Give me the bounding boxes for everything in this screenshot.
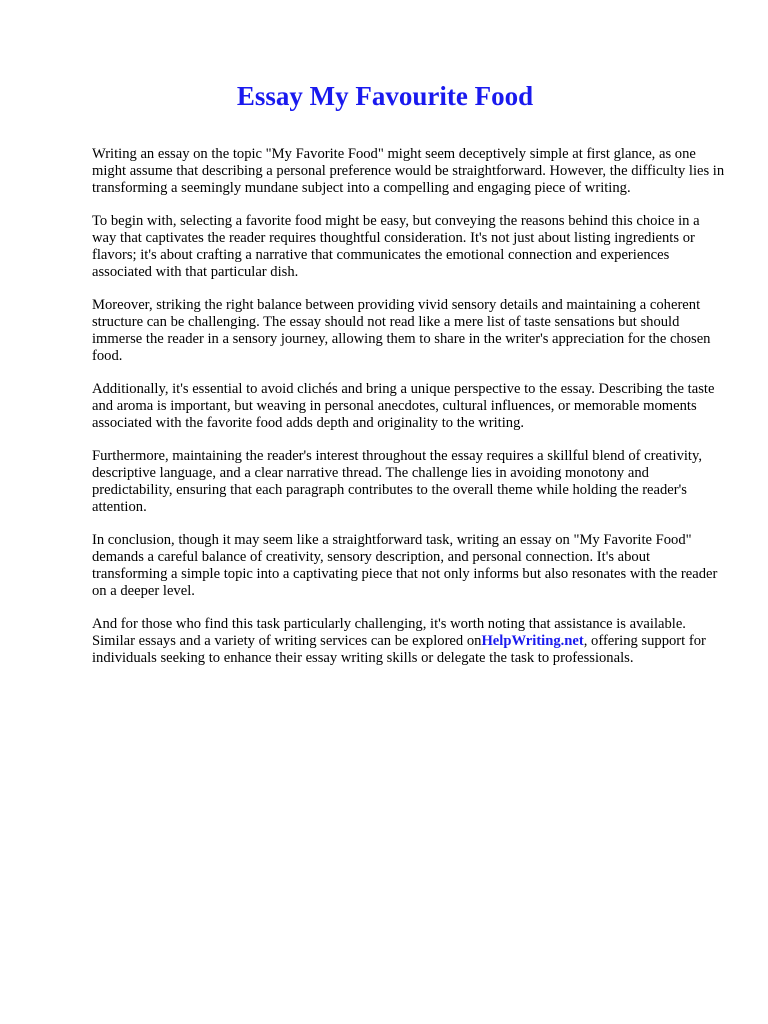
paragraph-1: Writing an essay on the topic "My Favorite Food" might seem deceptively simple at first glance, as one might assume that describing a personal preference would be straightforward. However, the difficulty lies in transforming a seemingly mundane subject into a compelling and engaging piece of writing. [92, 146, 725, 196]
page-title: Essay My Favourite Food [236, 81, 534, 111]
paragraph-4: Additionally, it's essential to avoid clichés and bring a unique perspective to the essay. Describing the taste and aroma is important, but weaving in personal anecdotes, cultural influences, or memorable moments associated with the favorite food adds depth and originality to the writing. [92, 381, 715, 431]
final-paragraph-lead: And for those who find this task particularly challenging, it's worth noting that assistance is available. Similar essays and a variety of writing services can be explored on [92, 616, 686, 649]
helpwriting-link[interactable]: HelpWriting.net [481, 633, 584, 649]
paragraph-5: Furthermore, maintaining the reader's interest throughout the essay requires a skillful blend of creativity, descriptive language, and a clear narrative thread. The challenge lies in avoiding monotony and predictability, ensuring that each paragraph contributes to the overall theme while holding the reader's attention. [92, 448, 702, 515]
paragraph-3: Moreover, striking the right balance between providing vivid sensory details and maintaining a coherent structure can be challenging. The essay should not read like a mere list of taste sensations but should immerse the reader in a sensory journey, allowing them to share in the writer's appreciation for the chosen food. [92, 297, 711, 364]
paragraph-2: To begin with, selecting a favorite food might be easy, but conveying the reasons behind this choice in a way that captivates the reader requires thoughtful consideration. It's not just about listing ingredients or flavors; it's about crafting a narrative that communicates the emotional connection and experiences associated with that particular dish. [92, 213, 700, 280]
final-paragraph-tail: , offering support for individuals seeking to enhance their essay writing skills or delegate the task to professionals. [92, 633, 706, 666]
paragraph-6: In conclusion, though it may seem like a straightforward task, writing an essay on "My Favorite Food" demands a careful balance of creativity, sensory description, and personal connection. It's about transforming a simple topic into a captivating piece that not only informs but also resonates with the reader on a deeper level. [92, 532, 718, 599]
paragraph-7 [92, 616, 726, 667]
